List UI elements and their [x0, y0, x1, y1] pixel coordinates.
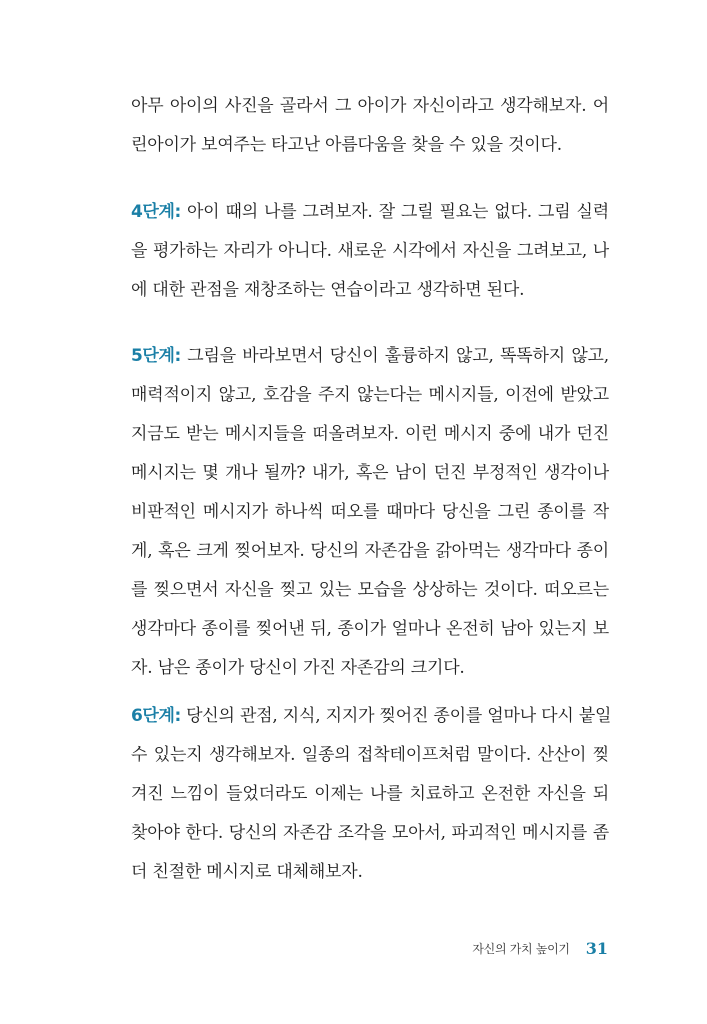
paragraph-line: 비판적인 메시지가 하나씩 떠오를 때마다 당신을 그린 종이를 작 — [131, 502, 609, 522]
paragraph-line — [131, 697, 612, 736]
paragraph-line: 지금도 받는 메시지들을 떠올려보자. 이런 메시지 중에 내가 던진 — [131, 424, 609, 444]
paragraph-line: 에 대한 관점을 재창조하는 연습이라고 생각하면 된다. — [131, 280, 525, 300]
step-label: 5단계: — [131, 346, 181, 366]
paragraph-line: 찾아야 한다. 당신의 자존감 조각을 모아서, 파괴적인 메시지를 좀 — [131, 823, 609, 843]
paragraph-line: 을 평가하는 자리가 아니다. 새로운 시각에서 자신을 그려보고, 나 — [131, 241, 609, 261]
paragraph-line — [131, 337, 609, 376]
paragraph-step-4 — [131, 193, 609, 310]
paragraph-line: 더 친절한 메시지로 대체해보자. — [131, 862, 363, 882]
paragraph-step-6 — [131, 697, 612, 892]
paragraph-line: 메시지는 몇 개나 될까? 내가, 혹은 남이 던진 부정적인 생각이나 — [131, 463, 609, 483]
step-text: 그림을 바라보면서 당신이 훌륭하지 않고, 똑똑하지 않고, — [180, 346, 609, 366]
paragraph-line: 생각마다 종이를 찢어낸 뒤, 종이가 얼마나 온전히 남아 있는지 보 — [131, 619, 609, 639]
page-number: 31 — [585, 939, 608, 958]
step-label: 6단계: — [131, 706, 181, 726]
step-label: 4단계: — [131, 202, 181, 222]
paragraph-line: 를 찢으면서 자신을 찢고 있는 모습을 상상하는 것이다. 떠오르는 — [131, 580, 609, 600]
paragraph-line: 자. 남은 종이가 당신이 가진 자존감의 크기다. — [131, 658, 465, 678]
page-footer — [472, 938, 608, 960]
paragraph-line: 수 있는지 생각해보자. 일종의 접착테이프처럼 말이다. 산산이 찢 — [131, 745, 609, 765]
chapter-title: 자신의 가치 높이기 — [472, 942, 570, 956]
paragraph-line: 겨진 느낌이 들었더라도 이제는 나를 치료하고 온전한 자신을 되 — [131, 784, 609, 804]
step-text: 당신의 관점, 지식, 지지가 찢어진 종이를 얼마나 다시 붙일 — [180, 706, 612, 726]
paragraph-line: 린아이가 보여주는 타고난 아름다움을 찾을 수 있을 것이다. — [131, 135, 562, 155]
paragraph-line: 아무 아이의 사진을 골라서 그 아이가 자신이라고 생각해보자. 어 — [131, 96, 609, 116]
paragraph-line: 게, 혹은 크게 찢어보자. 당신의 자존감을 갉아먹는 생각마다 종이 — [131, 541, 609, 561]
step-text: 아이 때의 나를 그려보자. 잘 그릴 필요는 없다. 그림 실력 — [180, 202, 609, 222]
paragraph-line: 매력적이지 않고, 호감을 주지 않는다는 메시지들, 이전에 받았고 — [131, 385, 609, 405]
paragraph-line — [131, 193, 609, 232]
paragraph-intro — [131, 87, 609, 165]
paragraph-step-5 — [131, 337, 609, 688]
